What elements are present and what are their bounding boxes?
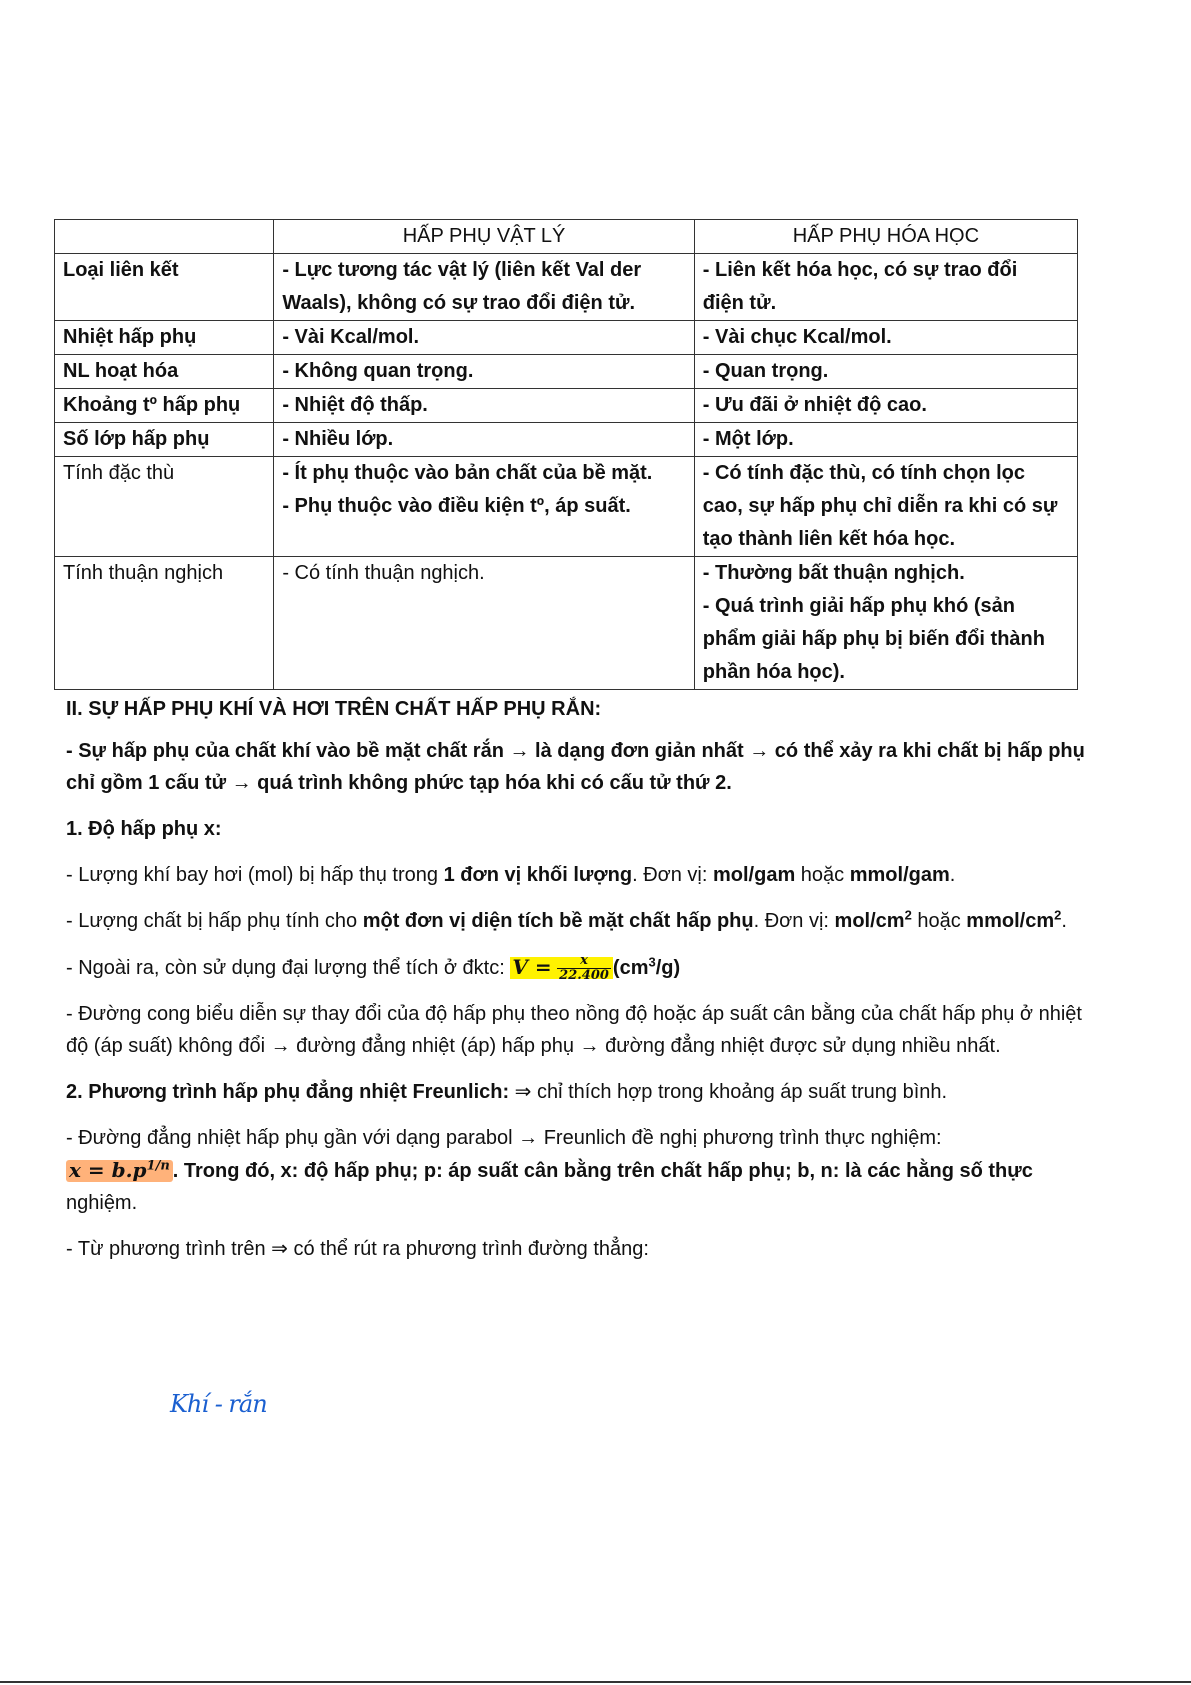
table-header-physical: HẤP PHỤ VẬT LÝ xyxy=(274,220,694,254)
table-header-blank xyxy=(55,220,274,254)
chemical-cell: - Quan trọng. xyxy=(694,355,1077,389)
chemical-cell: - Một lớp. xyxy=(694,423,1077,457)
isotherm-paragraph: - Đường cong biểu diễn sự thay đổi của độ hấp phụ theo nồng độ hoặc áp suất cân bằng của chất hấp phụ ở nhiệt độ (áp suất) không đổi → đường đẳng nhiệt (áp) hấp phụ → đường đẳng nhiệt được sử dụng nhiều nhất. xyxy=(66,1003,1082,1057)
table-row xyxy=(55,423,1078,457)
page-bottom-rule xyxy=(0,1681,1191,1683)
chemical-cell: - Thường bất thuận nghịch. - Quá trình giải hấp phụ khó (sản phẩm giải hấp phụ bị biến đổi thành phần hóa học). xyxy=(694,557,1077,690)
subsection-1-title: 1. Độ hấp phụ x: xyxy=(66,818,222,840)
row-label: Tính thuận nghịch xyxy=(55,557,274,690)
volume-paragraph: - Ngoài ra, còn sử dụng đại lượng thể tích ở đktc: V = $\frac{x}{22.400}$ $(cm^3/g)$ xyxy=(66,953,681,984)
physical-cell: - Ít phụ thuộc vào bản chất của bề mặt. - Phụ thuộc vào điều kiện tº, áp suất. xyxy=(274,457,694,557)
volume-formula: V = $\frac{x}{22.400}$ xyxy=(510,957,613,979)
comparison-table xyxy=(54,219,1078,690)
parabola-paragraph: - Đường đẳng nhiệt hấp phụ gần với dạng parabol → Freunlich đề nghị phương trình thực nghiệm: xyxy=(66,1127,942,1149)
table-header-chemical: HẤP PHỤ HÓA HỌC xyxy=(694,220,1077,254)
chemical-cell: - Ưu đãi ở nhiệt độ cao. xyxy=(694,389,1077,423)
physical-cell: - Nhiệt độ thấp. xyxy=(274,389,694,423)
handwritten-note: Khí - rắn xyxy=(170,1390,267,1418)
row-label: Loại liên kết xyxy=(55,254,274,321)
freundlich-equation-paragraph: $x = b.p^{1/n}$ . Trong đó, x: độ hấp phụ; p: áp suất cân bằng trên chất hấp phụ; b, n: là các hằng số thực nghiệm. xyxy=(66,1158,1033,1214)
table-row xyxy=(55,355,1078,389)
table-row xyxy=(55,557,1078,690)
row-label: Tính đặc thù xyxy=(55,457,274,557)
physical-cell: - Có tính thuận nghịch. xyxy=(274,557,694,690)
row-label: Nhiệt hấp phụ xyxy=(55,321,274,355)
intro-paragraph: - Sự hấp phụ của chất khí vào bề mặt chất rắn → là dạng đơn giản nhất → có thể xảy ra khi chất bị hấp phụ chỉ gồm 1 cấu tử → quá trình không phức tạp hóa khi có cấu tử thứ 2. xyxy=(66,740,1085,794)
linear-form-paragraph: - Từ phương trình trên ⇒ có thể rút ra phương trình đường thẳng: xyxy=(66,1238,649,1260)
chemical-cell: - Vài chục Kcal/mol. xyxy=(694,321,1077,355)
physical-cell: - Nhiều lớp. xyxy=(274,423,694,457)
table-row xyxy=(55,254,1078,321)
subsection-2-title: 2. Phương trình hấp phụ đẳng nhiệt Freunlich: xyxy=(66,1081,510,1103)
table-row xyxy=(55,389,1078,423)
physical-cell: - Vài Kcal/mol. xyxy=(274,321,694,355)
definition-mass-paragraph: - Lượng khí bay hơi (mol) bị hấp thụ trong 1 đơn vị khối lượng. Đơn vị: mol/gam hoặc mmol/gam. xyxy=(66,864,956,886)
table-row xyxy=(55,457,1078,557)
subsection-2-line: 2. Phương trình hấp phụ đẳng nhiệt Freunlich: ⇒ chỉ thích hợp trong khoảng áp suất trung bình. xyxy=(66,1081,948,1103)
table-row xyxy=(55,321,1078,355)
chemical-cell: - Có tính đặc thù, có tính chọn lọc cao, sự hấp phụ chỉ diễn ra khi có sự tạo thành liên kết hóa học. xyxy=(694,457,1077,557)
section-title: II. SỰ HẤP PHỤ KHÍ VÀ HƠI TRÊN CHẤT HẤP PHỤ RẮN: xyxy=(66,698,602,720)
physical-cell: - Lực tương tác vật lý (liên kết Val der Waals), không có sự trao đổi điện tử. xyxy=(274,254,694,321)
table-header-row xyxy=(55,220,1078,254)
row-label: Khoảng tº hấp phụ xyxy=(55,389,274,423)
chemical-cell: - Liên kết hóa học, có sự trao đổi điện tử. xyxy=(694,254,1077,321)
row-label: NL hoạt hóa xyxy=(55,355,274,389)
row-label: Số lớp hấp phụ xyxy=(55,423,274,457)
physical-cell: - Không quan trọng. xyxy=(274,355,694,389)
section-body xyxy=(66,693,1086,1279)
definition-area-paragraph: - Lượng chất bị hấp phụ tính cho một đơn vị diện tích bề mặt chất hấp phụ. Đơn vị: mol/$cm^2$ hoặc mmol/$cm^2$. xyxy=(66,907,1067,932)
freundlich-formula: $x = b.p^{1/n}$ xyxy=(66,1160,173,1182)
